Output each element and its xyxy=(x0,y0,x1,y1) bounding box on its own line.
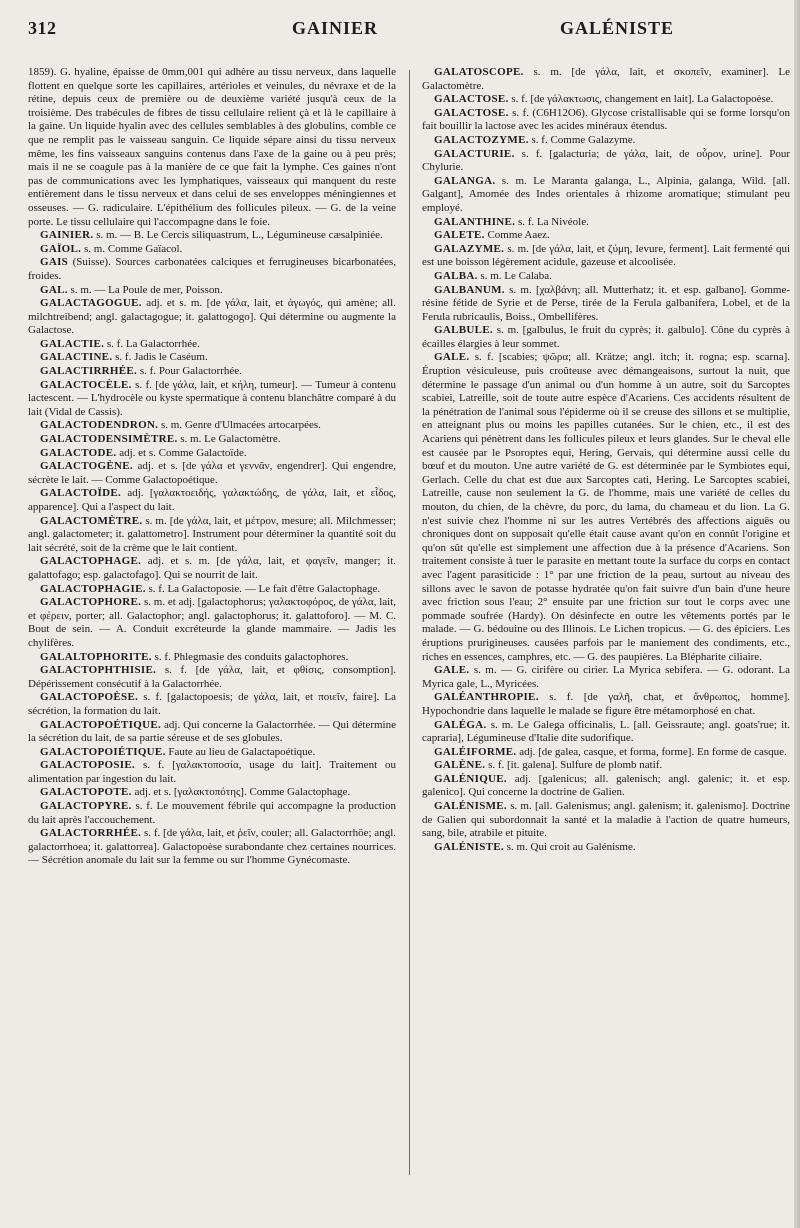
dictionary-entry xyxy=(422,243,790,270)
dictionary-entry xyxy=(422,351,790,664)
entry-definition: s. f. Pour Galactorrhée. xyxy=(139,365,242,378)
entry-headword: GALACTOPOÉTIQUE. xyxy=(40,718,162,731)
entry-definition: s. m. Genre d'Ulmacées artocarpées. xyxy=(161,419,321,432)
dictionary-entry xyxy=(422,284,790,325)
entry-headword: GALACTODE. xyxy=(40,446,117,459)
entry-definition: s. f. La Galactoposie. — Le fait d'être Galactophage. xyxy=(148,582,381,595)
entry-definition: s. f. Comme Galazyme. xyxy=(531,133,636,146)
dictionary-entry xyxy=(422,134,790,148)
entry-definition: s. f. [de γαλῆ, chat, et ἄνθρωπος, homme]. Hypochondrie dans laquelle le malade se figure être métamorphosé en chat. xyxy=(422,691,790,717)
page-number: 312 xyxy=(28,18,57,38)
dictionary-entry xyxy=(422,270,790,284)
page-edge xyxy=(794,0,800,1228)
entry-headword: GALACTINE. xyxy=(40,351,113,364)
dictionary-entry xyxy=(422,93,790,107)
dictionary-entry xyxy=(28,827,396,868)
entry-headword: GALACTOPYRE. xyxy=(40,800,132,813)
entry-headword: GALBULE. xyxy=(434,324,493,337)
right-column xyxy=(422,66,790,1206)
entry-headword: GALACTOPOSIE. xyxy=(40,759,136,772)
dictionary-entry xyxy=(422,66,790,93)
entry-headword: GALACTURIE. xyxy=(434,147,515,160)
dictionary-entry xyxy=(422,691,790,718)
dictionary-entry xyxy=(422,773,790,800)
entry-definition: Comme Aaez. xyxy=(487,229,550,242)
entry-headword: GALACTIRRHÉE. xyxy=(40,365,138,378)
entry-headword: GALAZYME. xyxy=(434,242,505,255)
entry-headword: GALÈNE. xyxy=(434,759,486,772)
dictionary-entry xyxy=(28,719,396,746)
entry-headword: GAINIER. xyxy=(40,229,94,242)
dictionary-entry xyxy=(28,229,396,243)
entry-definition: s. m. Le Maranta galanga, L., Alpinia, galanga, Wild. [all. Galgant], Amomée des Indes orientales à rhizome aromatique; stimulant peu employé. xyxy=(422,174,790,214)
dictionary-entry xyxy=(28,664,396,691)
entry-headword: GALACTIE. xyxy=(40,337,105,350)
entry-headword: GALACTOPHTHISIE. xyxy=(40,664,157,677)
entry-definition: Faute au lieu de Galactapoétique. xyxy=(168,745,316,758)
entry-definition: s. f. [galacturia; de γάλα, lait, de οὖρον, urine]. Pour Chylurie. xyxy=(422,147,790,174)
entry-headword: GALÉGA. xyxy=(434,718,487,731)
entry-headword: GALE. xyxy=(434,351,470,364)
dictionary-entry xyxy=(422,841,790,855)
entry-definition: s. f. La Galactorrhée. xyxy=(106,337,200,350)
entry-definition: s. m. Qui croit au Galénisme. xyxy=(506,840,636,853)
entry-definition: adj. [galenicus; all. galenisch; angl. galenic; it. et esp. galenico]. Qui concerne la doctrine de Galien. xyxy=(422,772,790,799)
entry-definition: s. f. Le mouvement fébrile qui accompagne la production du lait après l'accouchement. xyxy=(28,800,396,826)
running-head-left: GAINIER xyxy=(292,18,379,38)
entry-definition: s. f. [de γάλα, lait, et φθίσις, consomption]. Dépérissement consécutif à la Galactorrhée. xyxy=(28,664,396,690)
entry-headword: GALACTODENDRON. xyxy=(40,419,159,432)
entry-definition: adj. Qui concerne la Galactorrhée. — Qui détermine la sécrétion du lait, de sa partie séreuse et de ses globules. xyxy=(28,718,396,745)
entry-headword: GALALTOPHORITE. xyxy=(40,650,152,663)
entry-headword: GALACTOPOIÉTIQUE. xyxy=(40,745,166,758)
entry-definition: s. f. [galactopoesis; de γάλα, lait, et ποιεῖν, faire]. La sécrétion, la formation du lait. xyxy=(28,691,396,717)
entry-definition: s. m. Comme Gaïacol. xyxy=(83,242,183,255)
dictionary-entry xyxy=(28,365,396,379)
entry-headword: GALÉIFORME. xyxy=(434,745,517,758)
entry-headword: GALANTHINE. xyxy=(434,215,516,228)
entry-definition: s. m. — G. cirifère ou cirier. La Myrica sebifera. — G. odorant. La Myrica gale, L., Myricées. xyxy=(422,664,790,690)
entry-headword: GALACTOMÈTRE. xyxy=(40,514,143,527)
entry-headword: GALATOSCOPE. xyxy=(434,66,524,78)
dictionary-entry xyxy=(28,460,396,487)
dictionary-entry xyxy=(422,148,790,175)
dictionary-entry xyxy=(28,379,396,420)
entry-definition: s. f. Jadis le Caséum. xyxy=(115,351,208,364)
entry-headword: GALACTOPHAGIE. xyxy=(40,582,146,595)
dictionary-entry xyxy=(28,515,396,556)
dictionary-entry xyxy=(422,216,790,230)
dictionary-entry xyxy=(422,719,790,746)
dictionary-entry xyxy=(422,229,790,243)
entry-definition: s. m. [galbulus, le fruit du cyprès; it. galbulo]. Cône du cyprès à écailles élargies à leur sommet. xyxy=(422,324,790,350)
dictionary-entry xyxy=(422,324,790,351)
entry-definition: s. m. [de γάλα, lait, et ζύμη, levure, ferment]. Lait fermenté qui est une boisson légèrement acidule, gazeuse et alcoolisée. xyxy=(422,242,790,269)
entry-headword: GALANGA. xyxy=(434,174,496,187)
page-header xyxy=(0,0,800,64)
entry-definition: s. m. et adj. [galactophorus; γαλακτοφόρος, de γάλα, lait, et φέρειν, porter; all. Galactophor; angl. galactophorus; it. galattoforo]. — M. C. Bout de sein. — A. Conduit excréteurde la glande mammaire. — Jadis les chylifères. xyxy=(28,596,396,649)
entry-headword: GALÉNISTE. xyxy=(434,840,504,853)
dictionary-entry xyxy=(28,447,396,461)
column-divider xyxy=(409,70,410,1175)
dictionary-entry xyxy=(28,487,396,514)
entry-headword: GALACTODENSIMÈTRE. xyxy=(40,433,178,446)
dictionary-entry xyxy=(422,175,790,216)
dictionary-entry xyxy=(28,800,396,827)
dictionary-entry xyxy=(28,786,396,800)
running-head-right: GALÉNISTE xyxy=(560,18,675,38)
entry-headword: GALACTOSE. xyxy=(434,93,509,106)
entry-definition: s. f. [scabies; ψῶρα; all. Krätze; angl. itch; it. rogna; esp. scarna]. Éruption vésiculeuse, puis croûteuse avec démangeaisons, surtout la nuit, que détermine le passage d'un animal ou d'un homme à un autre, soit du Sarcoptes scabiei, Latreille, soit de toute autre espèce d'Acariens. Ces accidents résultent de la pénétration de l'animal sous l'épiderme où il se creuse des sillons et se multiplie, en atteignant plus ou moins les papilles cutanées. Sur le chien, etc., il est des Acariens qui pénètrent dans les follicules pileux et leurs glandes. Sur le cheval elle est causée par le Psoroptes equi, Hering, Gervais, qui détermine aussi celle du bœuf et du mouton. Une autre variété de G. est déterminée par le Symbiotes equi, Gerlach. Celle du chat est due aux Sarcoptes cati, Hering. Le Sarcoptes scabiei, Latreille, cause non seulement la G. de l'homme, mais une variété de celles du mouton, du chien, de la chèvre, du porc, du lama, du chameau et du lion. La G. n'est suivie chez l'homme ni sur les autres Vertébrés des affections aiguës ou chroniques dont on supposait qu'elle était cause avant qu'on en connût l'origine et qu'on sût qu'elle est simplement une affection due à la présence d'Acariens. Son traitement consiste à tuer le parasite en mettant toute la surface du corps en contact avec l'agent parasiticide : 1° par une friction de la peau, surtout au niveau des sillons avec le savon de potasse hydratée qu'on fait suivre d'un bain d'une heure avec friction sous l'eau; 2° ensuite par une friction sur tout le corps avec une pommade soufrée (Hardy). On désinfecte en outre les vêtements portés par le malade. — G. bédouine ou des Illinois. Le Lichen tropicus. — G. des épiciers. Les éruptions prurigineuses. causées parfois par le maniement des condiments, etc., riches en essences, camphres, etc. — G. des paupières. La Blépharite ciliaire. xyxy=(422,351,790,663)
dictionary-entry xyxy=(28,256,396,283)
entry-headword: GALACTOCÈLE. xyxy=(40,378,132,391)
dictionary-entry xyxy=(28,691,396,718)
dictionary-entry xyxy=(28,419,396,433)
dictionary-entry xyxy=(28,596,396,650)
entry-definition: s. m. — La Poule de mer, Poisson. xyxy=(70,283,223,296)
entry-headword: GALACTORRHÉE. xyxy=(40,827,142,840)
dictionary-entry xyxy=(28,338,396,352)
dictionary-entry xyxy=(28,351,396,365)
entry-definition: s. f. [de γάλα, lait, et κήλη, tumeur]. — Tumeur à contenu lactescent. — L'hydrocèle ou kyste spermatique à contenu blanchâtre comparé à du lait (Vidal de Cassis). xyxy=(28,378,396,418)
entry-definition: adj. et s. [de γάλα et γεννᾶν, engendrer]. Qui engendre, sécrète le lait. — Comme Galactopoétique. xyxy=(28,460,396,486)
entry-definition: s. m. [de γάλα, lait, et μέτρον, mesure; all. Milchmesser; angl. galactometer; it. galattometro]. Instrument pour déterminer la quantité soit du lait sécrété, soit de la crème que le lait contient. xyxy=(28,514,396,554)
dictionary-entry xyxy=(28,555,396,582)
entry-definition: s. f. [de γάλα, lait, et ῥεῖν, couler; all. Galactorrhöe; angl. galactorrhoea; it. galattorrea]. Galactopoèse surabondante chez certaines nourrices. — Sécrétion anomale du lait sur la femme ou sur l'homme Gynécomaste. xyxy=(28,827,396,867)
dictionary-entry xyxy=(422,746,790,760)
dictionary-entry xyxy=(28,746,396,760)
entry-headword: GALACTOSE. xyxy=(434,106,509,119)
dictionary-entry xyxy=(28,66,396,229)
entry-definition: adj. et s. Comme Galactoïde. xyxy=(119,446,247,459)
entry-definition: adj. et s. m. [de γάλα, lait, et ἀγωγός, qui amène; all. milchtreibend; angl. galactagogue; it. galattogogo]. Qui détermine ou augmente la Galactose. xyxy=(28,297,396,337)
entry-definition: s. m. Le Calaba. xyxy=(480,269,552,282)
dictionary-entry xyxy=(422,800,790,841)
entry-headword: GALACTAGOGUE. xyxy=(40,297,142,310)
entry-headword: GALACTOPHORE. xyxy=(40,596,142,609)
entry-definition: s. f. [de γάλακτωσις, changement en lait]. La Galactopoèse. xyxy=(511,93,774,106)
entry-definition: s. m. [all. Galenismus; angl. galenism; it. galenismo]. Doctrine de Galien qui subordonnait la santé et la maladie à l'action de quatre humeurs, sang, bile, atrabile et pituite. xyxy=(422,800,790,840)
entry-definition: s. m. Le Galactomètre. xyxy=(180,433,281,446)
entry-definition: s. f. La Nivéole. xyxy=(517,215,589,228)
entry-headword: GALETE. xyxy=(434,229,485,242)
entry-definition: s. m. [de γάλα, lait, et σκοπεῖν, examiner]. Le Galactomètre. xyxy=(422,66,790,92)
dictionary-entry xyxy=(28,243,396,257)
entry-headword: GALACTOÏDE. xyxy=(40,487,122,500)
entry-headword: GALACTOPOTE. xyxy=(40,786,132,799)
entry-definition: s. f. [γαλακτοποσία, usage du lait]. Traitement ou alimentation par ingestion du lait. xyxy=(28,759,396,785)
entry-definition: s. m. — B. Le Cercis siliquastrum, L., Légumineuse cæsalpiniée. xyxy=(96,229,383,242)
entry-headword: GALBA. xyxy=(434,269,478,282)
entry-headword: GALACTOPOÈSE. xyxy=(40,691,139,704)
dictionary-entry xyxy=(28,297,396,338)
entry-headword: GAIS xyxy=(40,256,69,269)
entry-definition: adj. [de galea, casque, et forma, forme]. En forme de casque. xyxy=(519,745,787,758)
entry-definition: s. f. Phlegmasie des conduits galactophores. xyxy=(154,650,349,663)
entry-definition: s. m. [χαλβάνη; all. Mutterhatz; it. et esp. galbano]. Gomme-résine fétide de Syrie et de Perse, tirée de la Ferula galbanifera, Lobel, et de la Ferula rubricaulis, Boiss., Ombellifères. xyxy=(422,283,790,323)
entry-headword: GALE. xyxy=(434,664,470,677)
entry-headword: GALACTOGÈNE. xyxy=(40,460,133,473)
dictionary-entry xyxy=(28,759,396,786)
entry-definition: adj. et s. [γαλακτοπότης]. Comme Galactophage. xyxy=(134,786,351,799)
dictionary-entry xyxy=(422,107,790,134)
entry-definition: s. f. (C6H12O6). Glycose cristallisable qui se forme lorsqu'on fait bouillir la lactose avec les acides minéraux étendus. xyxy=(422,106,790,133)
dictionary-entry xyxy=(28,583,396,597)
entry-headword: GALÉNISME. xyxy=(434,800,507,813)
entry-definition: adj. et s. m. [de γάλα, lait, et φαγεῖν, manger; it. galattofago; esp. galactofago]. Qui se nourrit de lait. xyxy=(28,555,396,581)
dictionary-entry xyxy=(28,651,396,665)
dictionary-entry xyxy=(422,759,790,773)
entry-headword: GAÏOL. xyxy=(40,242,82,255)
entry-definition: s. m. Le Galega officinalis, L. [all. Geissraute; angl. goats'rue; it. capraria], Légumineuse d'Italie dite sudorifique. xyxy=(422,718,790,745)
entry-headword: GALÉNIQUE. xyxy=(434,772,507,785)
dictionary-entry xyxy=(28,433,396,447)
dictionary-entry xyxy=(28,284,396,298)
entry-definition: 1859). G. hyaline, épaisse de 0mm,001 qui adhère au tissu nerveux, dans laquelle flottent en quelque sorte les capillaires, artérioles et veinules, du névraxe et de la rétine, depuis ceux de première ou de deuxième variété jusqu'à ceux de la troisième. Des trabécules de fibres de tissu cellulaire relient çà et là le capillaire à la gaine. Un liquide hyalin avec des cellules semblables à des globulins, comble ce que ne remplit pas le vaisseau sanguin. Ce liquide sépare ainsi du tissu nerveux même, les fins vaisseaux sanguins contenus dans l'axe de la gaine ou à peu près; mais il ne se coagule pas à la manière de ce que fait la lymphe. Ces gaines n'ont pas de communications avec les lymphatiques, vaisseaux qui manquent du reste entièrement dans le tissu nerveux et dans celui de ses enveloppes méningiennes et osseuses. — G. radiculaire. L'épithélium des follicules pileux. — G. de la veine porte. Le tissu cellulaire qui l'accompagne dans le foie. xyxy=(28,66,396,228)
left-column xyxy=(28,66,396,1206)
entry-headword: GALBANUM. xyxy=(434,283,505,296)
entry-headword: GALACTOZYME. xyxy=(434,133,529,146)
entry-headword: GAL. xyxy=(40,283,68,296)
dictionary-entry xyxy=(422,664,790,691)
entry-definition: s. f. [it. galena]. Sulfure de plomb natif. xyxy=(488,759,663,772)
entry-definition: (Suisse). Sources carbonatées calciques et ferrugineuses bicarbonatées, froides. xyxy=(28,256,396,282)
entry-headword: GALACTOPHAGE. xyxy=(40,555,142,568)
entry-definition: adj. [γαλακτοειδής, γαλακτώδης, de γάλα, lait, et εἶδος, apparence]. Qui a l'aspect du lait. xyxy=(28,487,396,513)
entry-headword: GALÉANTHROPIE. xyxy=(434,691,539,704)
